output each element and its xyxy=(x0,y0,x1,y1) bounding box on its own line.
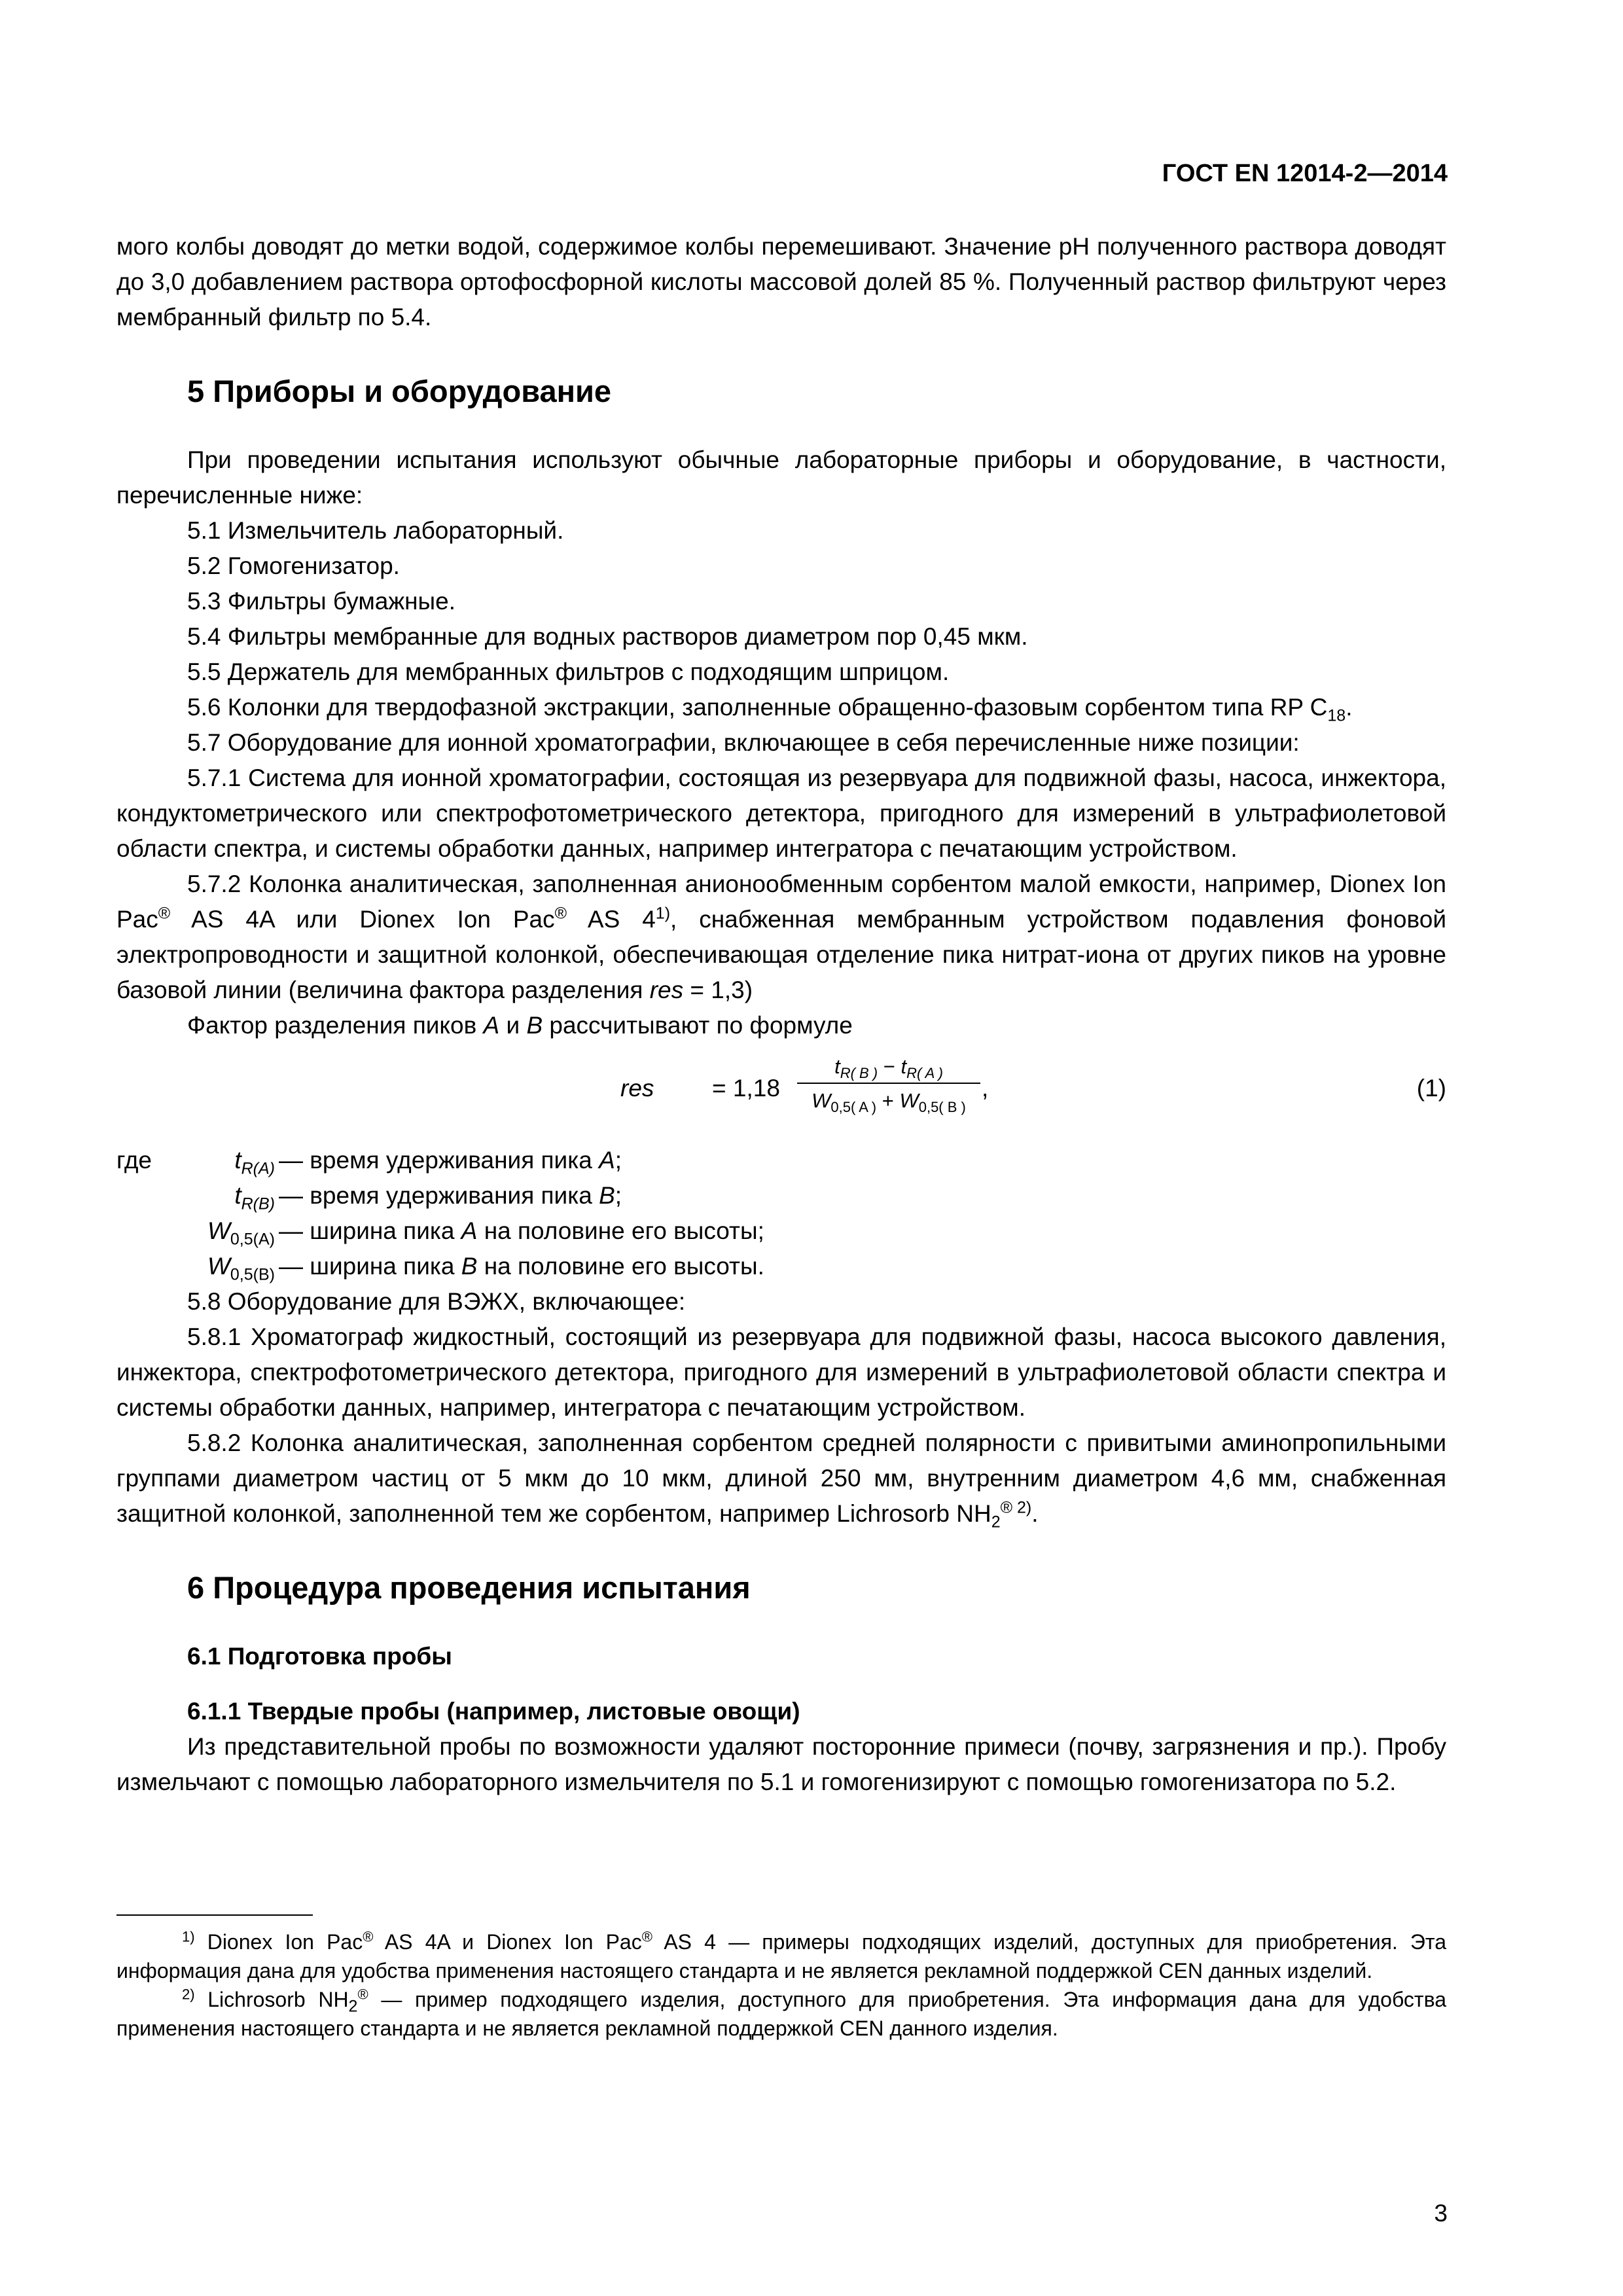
formula-fraction xyxy=(797,1052,980,1115)
minus-sign: − xyxy=(878,1055,901,1078)
factor-and: и xyxy=(499,1012,527,1039)
formula-number: (1) xyxy=(1416,1075,1446,1102)
item-5-6 xyxy=(116,690,1446,725)
w-symbol: W xyxy=(899,1089,919,1112)
desc-text: — время удерживания пика xyxy=(279,1147,599,1174)
item-5-8-1: 5.8.1 Хроматограф жидкостный, состоящий из резервуара для подвижной фазы, насоса высокого давления, инжектора, спектрофотометрического детектора, пригодного для измерений в ультрафиолетовой области спектра и системы обработки данных, например, интегратора с печатающим устройством. xyxy=(116,1323,1446,1421)
desc-end: ; xyxy=(615,1182,622,1209)
desc-italic: B xyxy=(461,1253,478,1280)
item-5-6-subscript: 18 xyxy=(1327,706,1346,725)
item-5-2: 5.2 Гомогенизатор. xyxy=(187,552,400,579)
item-5-7-2-text-c: AS 4 xyxy=(567,906,656,933)
t-symbol: t xyxy=(901,1055,907,1078)
item-5-7-2-text-d: , снабженная мембранным устройством подавления фоновой электропроводности и защитной колонкой, обеспечивающая отделение пика нитрат-иона от других пиков на уровне базовой линии (величина фактора разделения xyxy=(116,906,1447,1003)
w-symbol: W xyxy=(812,1089,831,1112)
desc-text: — ширина пика xyxy=(279,1217,461,1244)
item-5-8-2-end: . xyxy=(1031,1500,1039,1527)
where-row xyxy=(116,1178,1446,1213)
desc-end: на половине его высоты; xyxy=(477,1217,764,1244)
desc-italic: A xyxy=(599,1147,615,1174)
footnote-1-text-c: AS 4 — примеры подходящих изделий, доступных для приобретения. Эта информация дана для удобства применения настоящего стандарта и не является рекламной поддержкой CEN данных изделий. xyxy=(116,1930,1447,1982)
where-description xyxy=(279,1178,622,1213)
desc-end: на половине его высоты. xyxy=(477,1253,764,1280)
footnote-1 xyxy=(116,1928,1446,1985)
footnote-2-text-b: — пример подходящего изделия, доступного для приобретения. Эта информация дана для удобства применения настоящего стандарта и не является рекламной поддержкой CEN данного изделия. xyxy=(116,1988,1446,2040)
where-row xyxy=(116,1143,1446,1178)
symbol-subscript: 0,5(B) xyxy=(230,1265,275,1284)
where-list xyxy=(116,1143,1446,1284)
section-6-heading: 6 Процедура проведения испытания xyxy=(187,1570,751,1605)
where-row xyxy=(116,1213,1446,1249)
footnote-1-text-a: Dionex Ion Pac xyxy=(194,1930,363,1954)
footnotes xyxy=(116,1928,1446,2043)
registered-mark: ® xyxy=(641,1928,652,1945)
res-symbol: res xyxy=(649,977,684,1003)
item-5-7-2 xyxy=(116,867,1446,1008)
footnote-ref-1[interactable]: 1) xyxy=(655,904,671,923)
formula-lhs: res xyxy=(620,1075,654,1102)
item-5-6-text: 5.6 Колонки для твердофазной экстракции, заполненные обращенно-фазовым сорбентом типа RP C xyxy=(187,694,1328,721)
registered-mark: ® xyxy=(554,904,567,923)
section-5-heading: 5 Приборы и оборудование xyxy=(187,374,612,408)
where-description xyxy=(279,1249,764,1284)
item-5-7: 5.7 Оборудование для ионной хроматографии, включающее в себя перечисленные ниже позиции: xyxy=(187,729,1300,756)
where-row xyxy=(116,1249,1446,1284)
where-symbol xyxy=(207,1213,275,1249)
item-5-6-end: . xyxy=(1346,694,1353,721)
formula-denominator xyxy=(797,1086,980,1115)
symbol-subscript: R(B) xyxy=(241,1194,275,1213)
factor-text-a: Фактор разделения пиков xyxy=(187,1012,484,1039)
section-6-1-1-paragraph: Из представительной пробы по возможности удаляют посторонние примеси (почву, загрязнения и пр.). Пробу измельчают с помощью лабораторного измельчителя по 5.1 и гомогенизируют с помощью гомогенизатора по 5.2. xyxy=(116,1733,1446,1795)
item-5-8-2 xyxy=(116,1426,1446,1532)
formula-comma: , xyxy=(982,1075,989,1102)
t-symbol: t xyxy=(834,1055,840,1078)
subsection-6-1-1-heading: 6.1.1 Твердые пробы (например, листовые овощи) xyxy=(187,1698,800,1725)
subsection-6-1-heading: 6.1 Подготовка пробы xyxy=(187,1643,452,1670)
subscript-rb: R( B ) xyxy=(840,1065,878,1082)
formula-1 xyxy=(116,1052,1446,1126)
footnote-1-mark: 1) xyxy=(182,1928,195,1945)
where-lead: где xyxy=(116,1147,152,1174)
symbol: t xyxy=(234,1182,241,1209)
formula-numerator xyxy=(797,1052,980,1081)
intro-paragraph: мого колбы доводят до метки водой, содержимое колбы перемешивают. Значение pH полученного раствора доводят до 3,0 добавлением раствора ортофосфорной кислоты массовой долей 85 %. Полученный раствор фильтруют через мембранный фильтр по 5.4. xyxy=(116,233,1446,331)
subscript-05a: 0,5( A ) xyxy=(830,1099,877,1116)
where-symbol xyxy=(234,1143,275,1178)
desc-italic: A xyxy=(461,1217,478,1244)
factor-text-b: рассчитывают по формуле xyxy=(543,1012,853,1039)
document-code-header: ГОСТ EN 12014-2—2014 xyxy=(1162,160,1448,187)
footnote-2-text-a: Lichrosorb NH xyxy=(194,1988,349,2011)
symbol: t xyxy=(234,1147,241,1174)
item-5-4: 5.4 Фильтры мембранные для водных растворов диаметром пор 0,45 мкм. xyxy=(187,623,1028,650)
where-symbol xyxy=(207,1249,275,1284)
subscript-05b: 0,5( B ) xyxy=(918,1099,966,1116)
item-5-7-2-text-a: 5.7.2 Колонка аналитическая, заполненная анионообменным сорбентом малой емкости, например, Dionex Ion Pac xyxy=(116,870,1446,933)
item-5-7-2-text-e: = 1,3) xyxy=(683,977,753,1003)
registered-mark: ® xyxy=(158,904,171,923)
symbol-subscript: 0,5(A) xyxy=(230,1230,275,1249)
symbol: W xyxy=(207,1253,230,1280)
item-5-1: 5.1 Измельчитель лабораторный. xyxy=(187,517,564,544)
footnote-2 xyxy=(116,1985,1446,2043)
desc-end: ; xyxy=(615,1147,622,1174)
registered-mark: ® xyxy=(357,1986,368,2003)
item-5-8-2-text: 5.8.2 Колонка аналитическая, заполненная сорбентом средней полярности с привитыми аминопропильными группами диаметром частиц от 5 мкм до 10 мкм, длиной 250 мм, внутренним диаметром 4,6 мм, снабженная защитной колонкой, заполненной тем же сорбентом, например Lichrosorb NH xyxy=(116,1429,1446,1527)
peak-b-symbol: B xyxy=(526,1012,543,1039)
footnote-separator xyxy=(116,1914,313,1916)
item-5-7-2-text-b: AS 4A или Dionex Ion Pac xyxy=(170,906,555,933)
where-symbol xyxy=(234,1178,275,1213)
item-5-8: 5.8 Оборудование для ВЭЖХ, включающее: xyxy=(187,1288,686,1315)
desc-text: — время удерживания пика xyxy=(279,1182,599,1209)
footnote-1-text-b: AS 4A и Dionex Ion Pac xyxy=(373,1930,642,1954)
subscript-ra: R( A ) xyxy=(906,1065,943,1082)
nh2-subscript: 2 xyxy=(991,1513,1001,1532)
desc-italic: B xyxy=(599,1182,615,1209)
section-5-lead: При проведении испытания используют обычные лабораторные приборы и оборудование, в частности, перечисленные ниже: xyxy=(116,446,1446,509)
where-description xyxy=(279,1143,622,1178)
symbol: W xyxy=(207,1217,230,1244)
footnote-2-mark: 2) xyxy=(182,1986,195,2003)
factor-sentence xyxy=(116,1008,1446,1043)
nh2-subscript: 2 xyxy=(348,1997,358,2016)
page-number: 3 xyxy=(1434,2200,1448,2227)
symbol-subscript: R(A) xyxy=(241,1159,275,1178)
registered-mark: ® xyxy=(363,1928,374,1945)
peak-a-symbol: A xyxy=(483,1012,500,1039)
footnote-ref-2[interactable]: ® 2) xyxy=(1000,1498,1032,1517)
fraction-bar xyxy=(797,1083,980,1084)
where-description xyxy=(279,1213,764,1249)
page-content xyxy=(116,229,1446,1800)
item-5-7-1: 5.7.1 Система для ионной хроматографии, состоящая из резервуара для подвижной фазы, насоса, инжектора, кондуктометрического или спектрофотометрического детектора, пригодного для измерений в ультрафиолетовой области спектра, и системы обработки данных, например интегратора с печатающим устройством. xyxy=(116,764,1446,862)
item-5-3: 5.3 Фильтры бумажные. xyxy=(187,588,455,615)
formula-coefficient: = 1,18 xyxy=(712,1075,780,1102)
plus-sign: + xyxy=(876,1089,900,1112)
item-5-5: 5.5 Держатель для мембранных фильтров с подходящим шприцом. xyxy=(187,658,950,685)
desc-text: — ширина пика xyxy=(279,1253,461,1280)
